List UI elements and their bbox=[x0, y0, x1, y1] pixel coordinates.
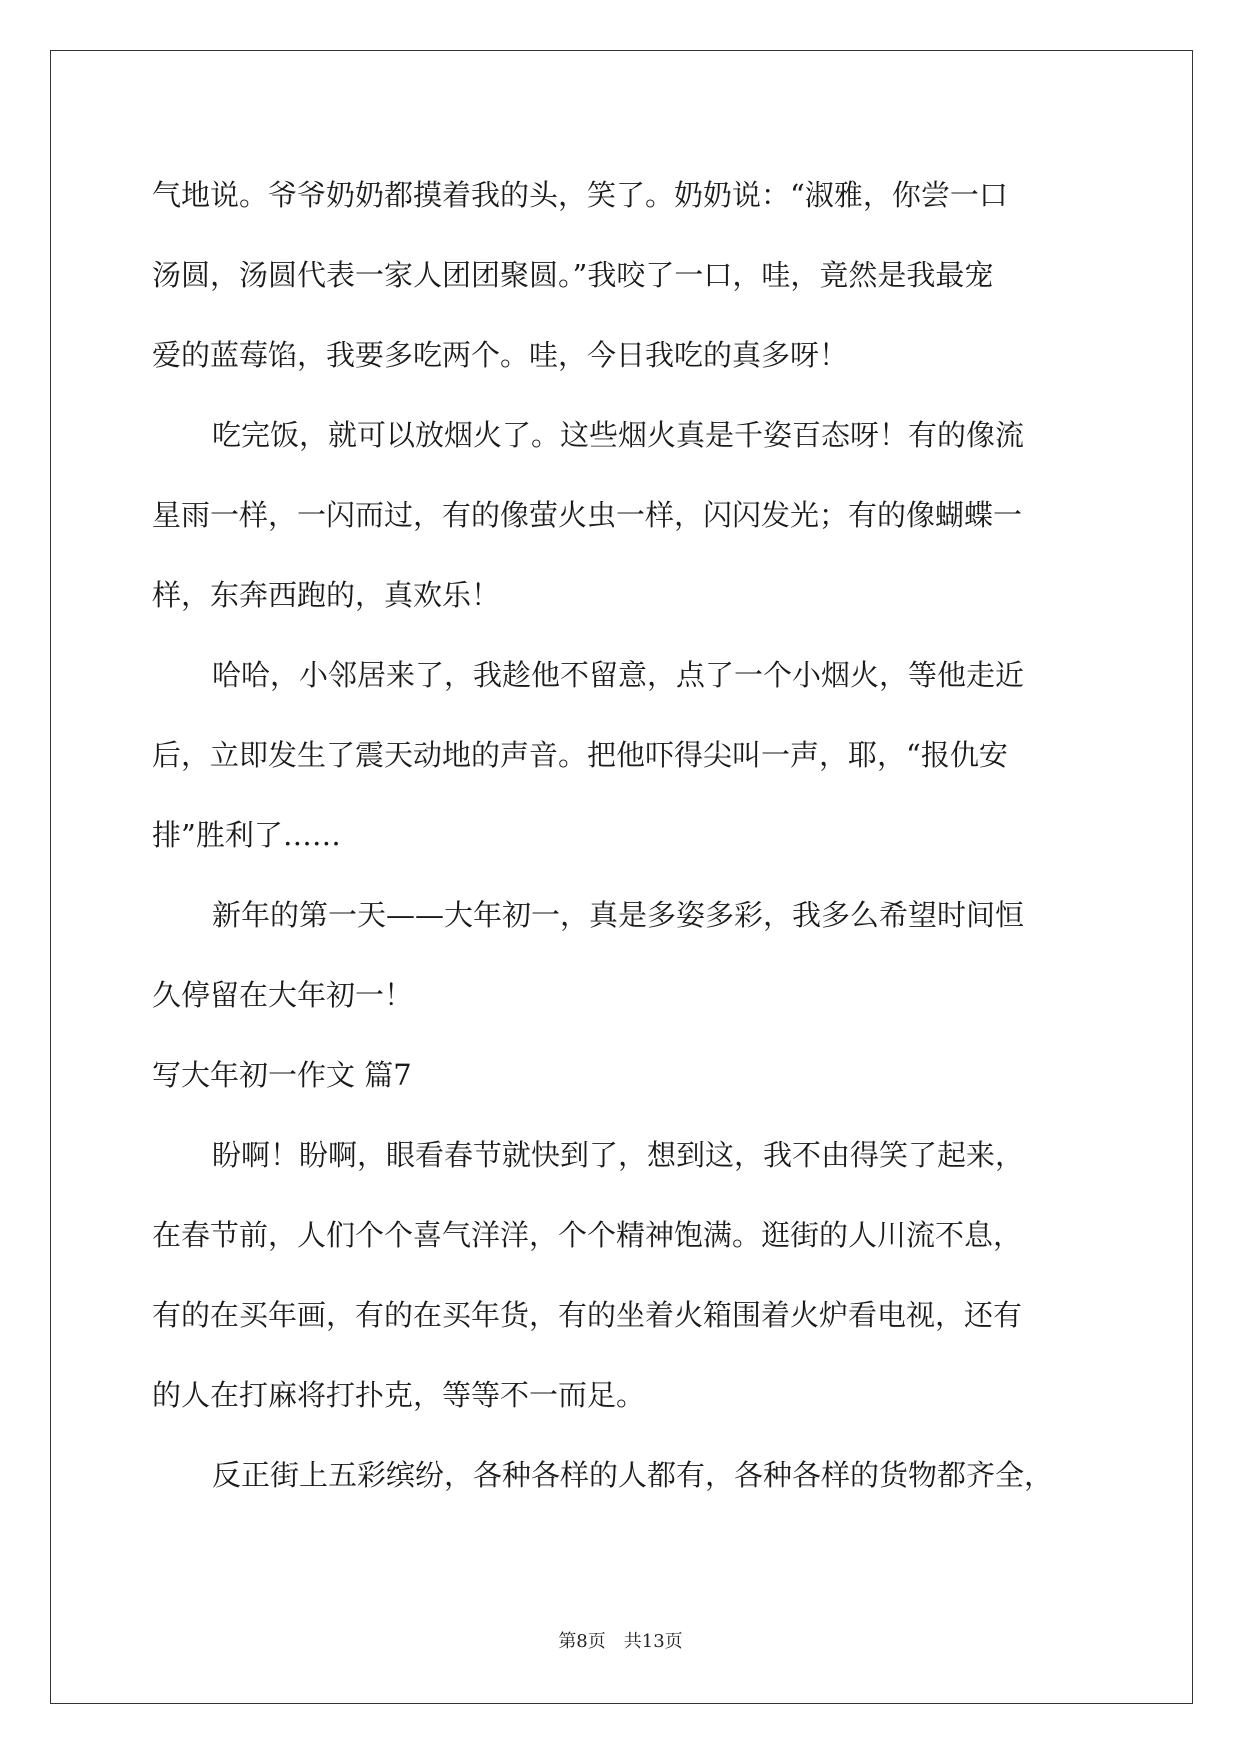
page-number-footer: 第8页 共13页 bbox=[558, 1631, 683, 1652]
text-line: 样，东奔西跑的，真欢乐！ bbox=[152, 578, 501, 612]
text-line: 在春节前，人们个个喜气洋洋，个个精神饱满。逛街的人川流不息， bbox=[152, 1218, 1023, 1252]
text-line: 星雨一样，一闪而过，有的像萤火虫一样，闪闪发光；有的像蝴蝶一 bbox=[152, 498, 1023, 532]
text-line: 有的在买年画，有的在买年货，有的坐着火箱围着火炉看电视，还有 bbox=[152, 1298, 1023, 1332]
text-line: 爱的蓝莓馅，我要多吃两个。哇，今日我吃的真多呀！ bbox=[152, 338, 849, 372]
document-body bbox=[152, 155, 1092, 1515]
section-heading: 写大年初一作文 篇7 bbox=[152, 1058, 412, 1092]
paragraph-start-line: 反正街上五彩缤纷，各种各样的人都有，各种各样的货物都齐全， bbox=[212, 1458, 1054, 1492]
text-line: 气地说。爷爷奶奶都摸着我的头，笑了。奶奶说：“淑雅，你尝一口 bbox=[152, 178, 1008, 212]
text-line: 久停留在大年初一！ bbox=[152, 978, 414, 1012]
text-line: 排”胜利了…… bbox=[152, 818, 341, 852]
paragraph-start-line: 哈哈，小邻居来了，我趁他不留意，点了一个小烟火，等他走近 bbox=[212, 658, 1025, 692]
paragraph-start-line: 盼啊！盼啊，眼看春节就快到了，想到这，我不由得笑了起来， bbox=[212, 1138, 1025, 1172]
text-line: 汤圆，汤圆代表一家人团团聚圆。”我咬了一口，哇，竟然是我最宠 bbox=[152, 258, 994, 292]
paragraph-start-line: 吃完饭，就可以放烟火了。这些烟火真是千姿百态呀！有的像流 bbox=[212, 418, 1025, 452]
text-line: 后，立即发生了震天动地的声音。把他吓得尖叫一声，耶，“报仇安 bbox=[152, 738, 1008, 772]
text-line: 的人在打麻将打扑克，等等不一而足。 bbox=[152, 1378, 646, 1412]
paragraph-start-line: 新年的第一天——大年初一，真是多姿多彩，我多么希望时间恒 bbox=[212, 898, 1025, 932]
